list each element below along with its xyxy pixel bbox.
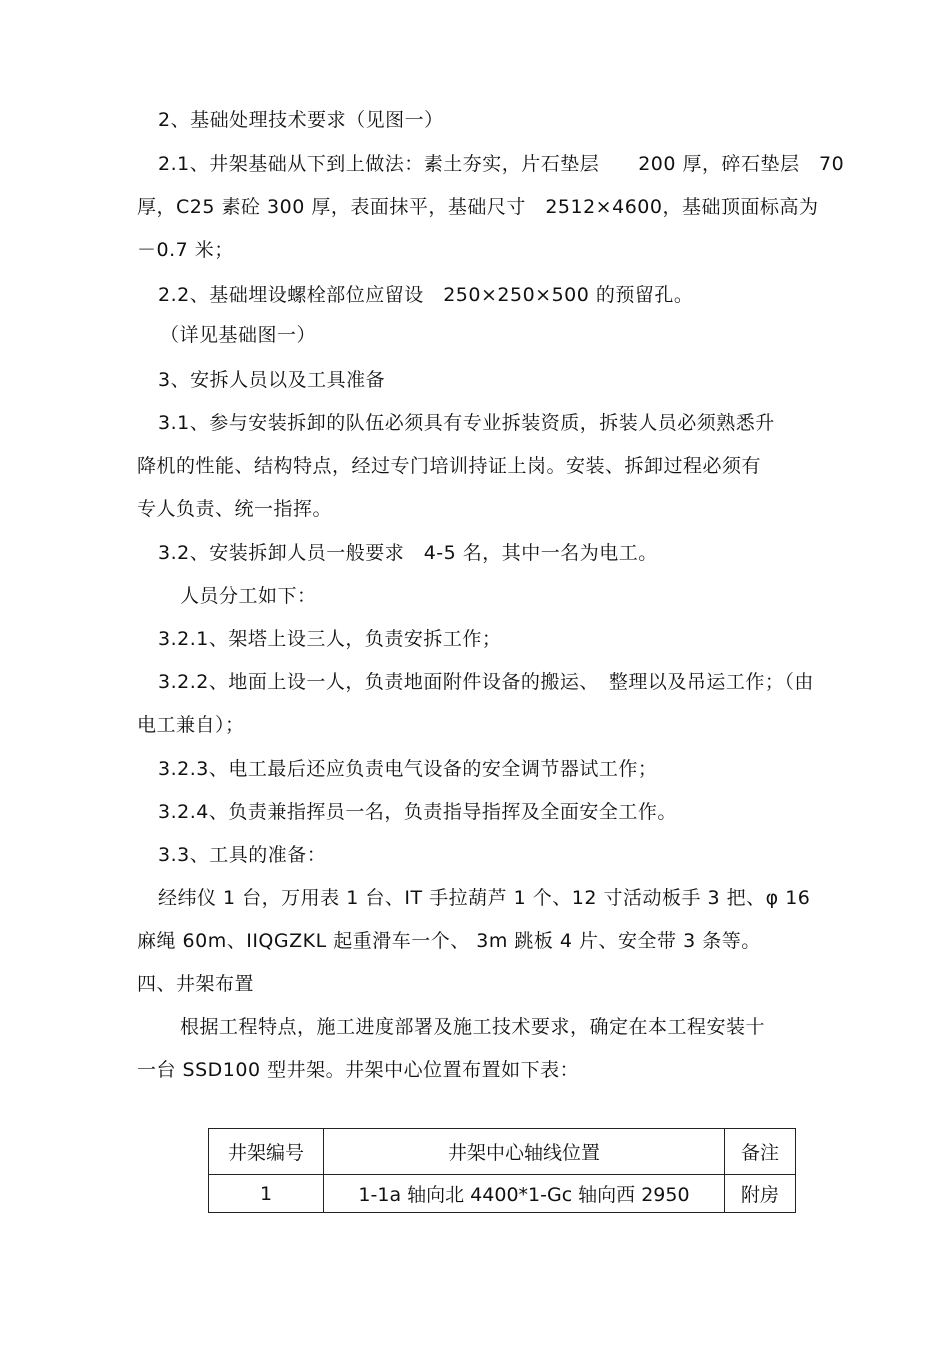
paragraph-line: 3.3、工具的准备： bbox=[158, 844, 327, 866]
paragraph-line: 3.2.3、电工最后还应负责电气设备的安全调节器试工作； bbox=[158, 758, 658, 780]
paragraph-line: 根据工程特点，施工进度部署及施工技术要求，确定在本工程安装十 bbox=[180, 1016, 766, 1038]
paragraph-line: 降机的性能、结构特点，经过专门培训持证上岗。安装、拆卸过程必须有 bbox=[137, 455, 762, 477]
paragraph-line: 经纬仪 1 台，万用表 1 台、IT 手拉葫芦 1 个、12 寸活动板手 3 把、φ 16 bbox=[158, 887, 811, 909]
paragraph-line: 一台 SSD100 型井架。井架中心位置布置如下表： bbox=[137, 1059, 580, 1081]
paragraph-line: 3.2.4、负责兼指挥员一名，负责指导指挥及全面安全工作。 bbox=[158, 801, 677, 823]
paragraph-line: 3.2.2、地面上设一人，负责地面附件设备的搬运、 整理以及吊运工作；（由 bbox=[158, 671, 814, 693]
paragraph-line: 3.1、参与安装拆卸的队伍必须具有专业拆装资质，拆装人员必须熟悉升 bbox=[158, 412, 775, 434]
section-heading-personnel: 3、安拆人员以及工具准备 bbox=[158, 369, 386, 391]
paragraph-line: 专人负责、统一指挥。 bbox=[137, 498, 333, 520]
paragraph-line: 电工兼自）； bbox=[137, 714, 245, 736]
paragraph-line: 厚，C25 素砼 300 厚，表面抹平，基础尺寸 2512×4600，基础顶面标高为 bbox=[137, 196, 819, 218]
paragraph-line: （详见基础图一） bbox=[160, 324, 317, 346]
paragraph-line: 3.2、安装拆卸人员一般要求 4-5 名，其中一名为电工。 bbox=[158, 542, 658, 564]
table-cell: 1 bbox=[209, 1175, 324, 1213]
hoist-position-table bbox=[208, 1128, 796, 1213]
table-cell: 1-1a 轴向北 4400*1-Gc 轴向西 2950 bbox=[324, 1175, 725, 1213]
paragraph-line: 3.2.1、架塔上设三人，负责安拆工作； bbox=[158, 628, 502, 650]
paragraph-line: 人员分工如下： bbox=[180, 585, 317, 607]
paragraph-line: 2.1、井架基础从下到上做法：素土夯实，片石垫层 200 厚，碎石垫层 70 bbox=[158, 153, 845, 175]
section-heading-hoist-layout: 四、井架布置 bbox=[137, 973, 255, 995]
paragraph-line: －0.7 米； bbox=[137, 239, 234, 261]
table-header-row bbox=[209, 1129, 796, 1175]
section-heading-foundation: 2、基础处理技术要求（见图一） bbox=[158, 109, 444, 131]
table-header-cell: 井架中心轴线位置 bbox=[324, 1129, 725, 1175]
paragraph-line: 2.2、基础埋设螺栓部位应留设 250×250×500 的预留孔。 bbox=[158, 284, 694, 306]
table-header-cell: 备注 bbox=[725, 1129, 796, 1175]
table-cell: 附房 bbox=[725, 1175, 796, 1213]
table-row bbox=[209, 1175, 796, 1213]
table-header-cell: 井架编号 bbox=[209, 1129, 324, 1175]
paragraph-line: 麻绳 60m、IIQGZKL 起重滑车一个、 3m 跳板 4 片、安全带 3 条等。 bbox=[137, 930, 761, 952]
